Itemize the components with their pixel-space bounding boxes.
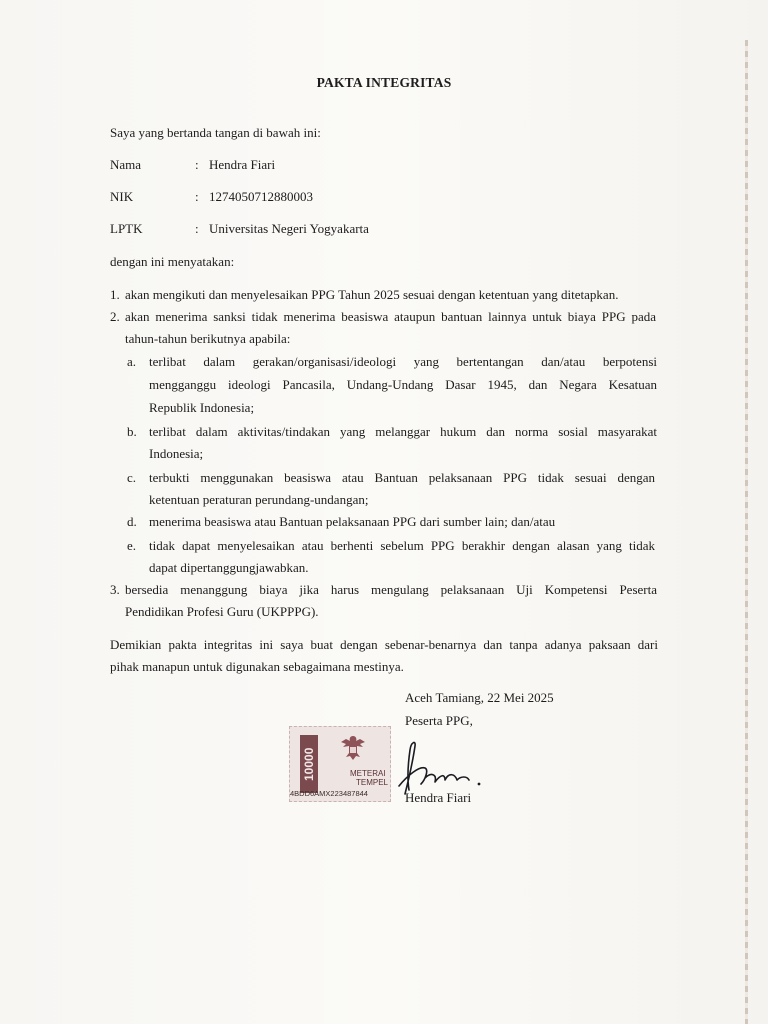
signature-area (285, 722, 505, 812)
sub-item-letter: b. (127, 424, 137, 439)
field-label: LPTK (110, 221, 143, 236)
page-edge (745, 40, 748, 1024)
closing-text: Demikian pakta integritas ini saya buat dengan sebenar-benarnya dan tanpa adanya paksaan dari (110, 637, 658, 652)
sub-item-text: Republik Indonesia; (149, 400, 255, 415)
sub-item-text: terbukti menggunakan beasiswa atau Bantuan pelaksanaan PPG tidak sesuai dengan (149, 470, 655, 485)
stamp-text: METERAI (350, 769, 386, 778)
item-text: bersedia menanggung biaya jika harus mengulang pelaksanaan Uji Kompetensi Peserta (125, 582, 657, 597)
stamp-serial: 4BDD6AMX223487844 (290, 789, 368, 798)
field-value: 1274050712880003 (209, 189, 313, 204)
sub-item-text: dapat dipertanggungjawabkan. (149, 560, 309, 575)
sub-item-text: terlibat dalam gerakan/organisasi/ideologi yang bertentangan dan/atau berpotensi (149, 354, 657, 369)
sub-item-text: terlibat dalam aktivitas/tindakan yang melanggar hukum dan norma sosial masyarakat (149, 424, 657, 439)
item-number: 3. (110, 582, 120, 597)
sub-item-text: mengganggu ideologi Pancasila, Undang-Undang Dasar 1945, dan Negara Kesatuan (149, 377, 657, 392)
stamp-value: 10000 (300, 735, 318, 793)
field-colon: : (195, 221, 199, 236)
sub-item-letter: e. (127, 538, 137, 553)
item-number: 1. (110, 287, 120, 302)
item-text: akan menerima sanksi tidak menerima beasiswa ataupun bantuan lainnya untuk biaya PPG pada (125, 309, 656, 324)
sub-item-text: menerima beasiswa atau Bantuan pelaksanaan PPG dari sumber lain; dan/atau (149, 514, 556, 529)
sub-item-text: Indonesia; (149, 446, 204, 461)
sub-item-letter: d. (127, 514, 137, 529)
field-label: NIK (110, 189, 134, 204)
sub-item-text: ketentuan peraturan perundang-undangan; (149, 492, 369, 507)
field-colon: : (195, 189, 199, 204)
document-title: PAKTA INTEGRITAS (316, 75, 452, 90)
sub-item-letter: c. (127, 470, 137, 485)
field-colon: : (195, 157, 199, 172)
field-value: Hendra Fiari (209, 157, 276, 172)
stamp-text: TEMPEL (356, 778, 389, 787)
garuda-emblem-icon (338, 733, 368, 767)
item-text: Pendidikan Profesi Guru (UKPPPG). (125, 604, 319, 619)
closing-text: pihak manapun untuk digunakan sebagaimana mestinya. (110, 659, 404, 674)
signer-role: Peserta PPG, (405, 713, 473, 728)
meterai-stamp (289, 726, 391, 802)
intro-text: Saya yang bertanda tangan di bawah ini: (110, 125, 321, 140)
item-text: akan mengikuti dan menyelesaikan PPG Tahun 2025 sesuai dengan ketentuan yang ditetapkan. (125, 287, 619, 302)
field-label: Nama (110, 157, 142, 172)
place-date: Aceh Tamiang, 22 Mei 2025 (405, 690, 554, 705)
signer-name: Hendra Fiari (405, 790, 472, 805)
sub-item-text: tidak dapat menyelesaikan atau berhenti sebelum PPG berakhir dengan alasan yang tidak (149, 538, 655, 553)
declare-text: dengan ini menyatakan: (110, 254, 235, 269)
item-text: tahun-tahun berikutnya apabila: (125, 331, 291, 346)
item-number: 2. (110, 309, 120, 324)
sub-item-letter: a. (127, 354, 137, 369)
field-value: Universitas Negeri Yogyakarta (209, 221, 369, 236)
